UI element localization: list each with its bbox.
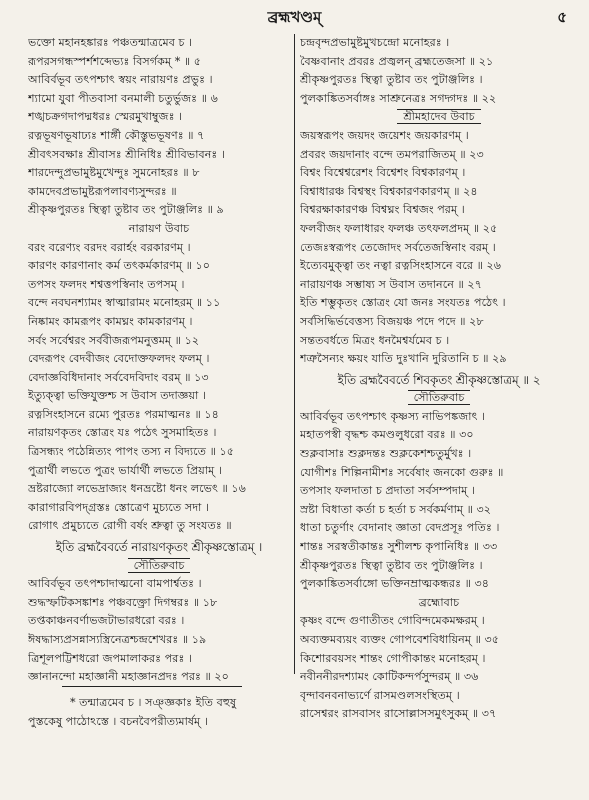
footnote-separator [62,686,242,687]
verse-line: সর্বং সর্বেশ্বরং সর্ববীজরূপমনুত্তমম্ ॥ ১২ [28,333,200,347]
verse-line: ধাতা চতুর্ণাং বেদানাং জ্ঞাতা বেদপ্রসূঃ পতিঃ । [300,521,500,535]
verse-line: পুত্রার্থী লভতে পুত্রং ভার্যার্থী লভতে প্রিয়াম্ । [28,463,222,477]
verse-line: শ্রীকৃষ্ণপুরতঃ স্থিত্বা তুষ্টাব তং পুটাঞ্জলিঃ । [300,558,483,572]
chapter-colophon: ইতি ব্রহ্মবৈবর্তে শিবকৃতং শ্রীকৃষ্ণস্তোত্রম্ ॥ ২ [337,372,541,387]
verse-line: তপসং ফলদং শশ্বত্তপস্বিনাং তপসম্ । [28,277,185,291]
verse-line: পুলকাঙ্কিতসর্বাঙ্গো ভক্তিনম্রাত্মকন্ধরঃ ॥ ৩৪ [300,577,490,591]
verse-line: বিশ্বাধারঞ্চ বিশ্বস্থং বিশ্বকারণকারণম্ ॥ ২৪ [300,184,478,198]
speaker-heading: ব্রহ্মোবাচ [418,595,460,609]
verse-line: স্রষ্টা বিধাতা কর্তা চ হর্তা চ সর্বকর্মণাম্ ॥ ৩২ [300,502,492,516]
verse-line: রত্নসিংহাসনে রম্যে পুরতঃ পরমাত্মনঃ ॥ ১৪ [28,407,219,421]
verse-line: আবির্বভূব তৎপশ্চাৎ স্বয়ং নারায়ণঃ প্রভুঃ । [28,73,213,87]
verse-line: প্রবরং জয়দানাং বন্দে তমপরাজিতম্ ॥ ২৩ [300,147,484,161]
verse-line: সন্ততবর্ধতে মিত্রং ধনমৈশ্বর্যমেব চ । [300,333,450,347]
verse-line: শুদ্ধস্ফটিকসঙ্কাশঃ পঞ্চবক্ত্রো দিগম্বরঃ ॥ ১৮ [28,595,218,609]
column-divider [294,34,295,674]
verse-line: ঈষদ্ধাস্যপ্রসন্নাস্যস্ত্রিনেত্রশ্চন্দ্রশেখরঃ ॥ ১৯ [28,633,207,646]
verse-line: ইত্যেবমুক্ত্বা তং নত্বা রত্নসিংহাসনে বরে ॥ ২৬ [300,259,502,273]
verse-line: ইত্যুক্ত্বা ভক্তিযুক্তশ্চ স উবাস তদাজ্ঞয়া । [28,389,206,403]
footnote-line: পুস্তকেষু পাঠোঽস্তে । বচনবৈপরীত্যমার্ষম্ । [28,714,208,728]
verse-line: নিষ্কামং কামরূপং কামঘ্নং কামকারণম্ । [28,314,193,328]
verse-line: জ্ঞানানন্দো মহাজ্ঞানী মহাজ্ঞানপ্রদঃ পরঃ ॥ ২০ [28,670,229,684]
verse-line: ইতি শম্ভুকৃতং স্তোত্রং যো জনঃ সংযতঃ পঠেৎ । [300,296,506,310]
speaker-heading-text: সৌতিরুবাচ [128,558,191,573]
section-title: ব্রহ্মখণ্ডম্ [267,8,322,26]
verse-line: নবীননীরদশ্যামং কোটিকন্দর্পসুন্দরম্ ॥ ৩৬ [300,670,479,684]
verse-line: ত্রিশূলপট্টিশধরো জপমালাকরঃ পরঃ । [28,651,192,665]
verse-line: বৈষ্ণবানাং প্রবরঃ প্রজ্বলন্ ব্রহ্মতেজসা ॥ ২১ [300,54,494,68]
speaker-heading-text: সৌতিরুবাচ [408,390,471,405]
verse-line: শুক্লবাসাঃ শুক্লদন্তঃ শুক্লকেশশ্চতুর্মুখঃ । [300,447,472,461]
verse-line: শত্রুসৈন্যং ক্ষয়ং যাতি দুঃখানি দুরিতানি চ ॥ ২৯ [300,352,507,366]
verse-line: পুলকাঙ্কিতসর্বাঙ্গঃ সাশ্রুনেত্রঃ সগদ্গদঃ ॥ ২২ [300,91,497,105]
verse-line: নারায়ণঞ্চ সম্ভাষ্য স উবাস তদাননে ॥ ২৭ [300,277,482,291]
verse-line: শ্রীবৎসবক্ষাঃ শ্রীবাসঃ শ্রীনিধিঃ শ্রীবিভাবনঃ । [28,147,225,161]
speaker-heading [300,108,578,127]
verse-line: কামদেবপ্রভামুষ্টরূপলাবণ্যসুন্দরঃ ॥ [28,184,177,198]
verse-line: রোগাৎ প্রমুচ্যতে রোগী বর্ষং শ্রুত্বা তু সংযতঃ ॥ [28,519,232,533]
verse-line: বিশ্বং বিশ্বেশ্বরেশং বিশ্বেশং বিশ্বকারণম্ । [300,166,466,180]
verse-line: ভ্রষ্টরাজ্যো লভেদ্রাজ্যং ধনভ্রষ্টো ধনং লভেৎ ॥ ১৬ [28,482,246,496]
verse-line: ফলবীজং ফলাধারং ফলঞ্চ তৎফলপ্রদম্ ॥ ২৫ [300,221,498,235]
page-header [0,6,589,28]
verse-line: তপ্তকাঞ্চনবর্ণাভজটাভারধরো বরঃ । [28,614,185,628]
verse-line: ত্রিসন্ধ্যং পঠেন্নিত্যং পাপং তস্য ন বিদ্যতে ॥ ১৫ [28,445,234,459]
verse-line: যোগীশঃ শিল্পিনামীশঃ সর্বেষাং জনকো গুরুঃ ॥ [300,465,504,479]
verse-line: রত্নভূষণভূষাঢ্যঃ শার্ঙ্গী কৌস্তুভভূষণঃ ॥ ৭ [28,128,205,142]
verse-line: শান্তঃ সরস্বতীকান্তঃ সুশীলশ্চ কৃপানিধিঃ ॥ ৩৩ [300,540,498,554]
speaker-heading-text: শ্রীমহাদেব উবাচ [397,109,480,124]
verse-line: কারণং কারণানাং কর্ম তৎকর্মকারণম্ ॥ ১০ [28,259,211,273]
verse-line: বরং বরেণ্যং বরদং বরার্হং বরকারণম্ । [28,240,191,254]
verse-line: রাসেশ্বরং রাসবাসং রাসোল্লাসসমুৎসুকম্ ॥ ৩৭ [300,707,497,721]
verse-line: শ্যামো যুবা পীতবাসা বনমালী চতুর্ভুজঃ ॥ ৬ [28,91,218,105]
verse-line: আবির্বভূব তৎপশ্চাদাত্মনো বামপার্শ্বতঃ । [28,577,202,591]
left-column [28,34,290,687]
footnote [28,694,290,731]
verse-line: তেজঃস্বরূপং তেজোদং সর্বতেজস্বিনাং বরম্ । [300,240,496,254]
right-column [300,34,578,724]
verse-line: শঙ্খচক্রগদাপদ্মধরঃ স্মেরমুখাম্বুজঃ । [28,110,183,124]
verse-line: কৃষ্ণং বন্দে গুণাতীতং গোবিন্দমেকমক্ষরম্ । [300,614,485,628]
verse-line: সর্বসিদ্ধির্ভবেত্তস্য বিজয়ঞ্চ পদে পদে ॥ ২৮ [300,314,484,328]
verse-line: মহাতপস্বী বৃদ্ধশ্চ কমণ্ডলুধরো বরঃ ॥ ৩০ [300,428,474,442]
chapter-colophon: ইতি ব্রহ্মবৈবর্তে নারায়ণকৃতং শ্রীকৃষ্ণস্তোত্রম্ । [55,540,263,555]
verse-line: শ্রীকৃষ্ণপুরতঃ স্থিত্বা তুষ্টাব তং পুটাঞ্জলিঃ । [300,73,483,87]
verse-line: তপসাং ফলদাতা চ প্রদাতা সর্বসম্পদাম্ । [300,484,475,498]
verse-line: বৃন্দাবনবনাভ্যর্ণে রাসমণ্ডলসংস্থিতম্ । [300,688,460,702]
verse-line: কারাগারবিপদ্গ্রস্তঃ স্তোত্রেণ মুচ্যতে সদা । [28,500,209,514]
verse-line: রূপরসগন্ধস্পর্শশব্দেভ্যঃ বিসর্গকম্ * ॥ ৫ [28,54,202,68]
verse-line: আবির্বভূব তৎপশ্চাৎ কৃষ্ণস্য নাভিপঙ্কজাৎ । [300,409,486,423]
verse-line: নারায়ণকৃতং স্তোত্রং যঃ পঠেৎ সুসমাহিতঃ । [28,426,217,440]
footnote-line: * তন্মাত্রমেব চ । সঞ্জ্ঞকাঃ ইতি বহুষু [70,696,237,709]
speaker-heading [28,557,290,576]
verse-line: বিশ্বরক্ষাকারণঞ্চ বিশ্বঘ্নং বিশ্বজং পরম্ । [300,203,465,217]
speaker-heading: নারায়ণ উবাচ [128,221,190,235]
verse-line: শ্রীকৃষ্ণপুরতঃ স্থিত্বা তুষ্টাব তং পুটাঞ্জলিঃ ॥ ৯ [28,203,224,217]
verse-line: শারদেন্দুপ্রভামুষ্টমুখেন্দুঃ সুমনোহরঃ ॥ ৮ [28,166,200,180]
verse-line: ভক্তো মহানহঙ্কারঃ পঞ্চতন্মাত্রমেব চ । [28,36,193,49]
verse-line: বন্দে নবঘনশ্যামং স্বাত্মারামং মনোহরম্ ॥ ১১ [28,296,221,310]
verse-line: চন্দ্রবৃন্দপ্রভামুষ্টমুখচন্দ্রো মনোহরঃ । [300,36,450,49]
verse-line: অব্যক্তমব্যয়ং ব্যক্তং গোপবেশবিধায়িনম্ ॥ ৩৫ [300,633,500,646]
verse-line: বেদাজ্ঞবিধিদানাং সর্ববেদবিদাং বরম্ ॥ ১৩ [28,370,209,384]
verse-line: জয়স্বরূপং জয়দং জয়েশং জয়কারণম্ । [300,128,469,142]
verse-line: কিশোরবয়সং শান্তং গোপীকান্তং মনোহরম্ । [300,651,486,665]
verse-line: বেদরূপং বেদবীজং বেদোক্তফলদং ফলম্ । [28,352,210,366]
page-number: ৫ [557,8,567,26]
speaker-heading [300,389,578,408]
